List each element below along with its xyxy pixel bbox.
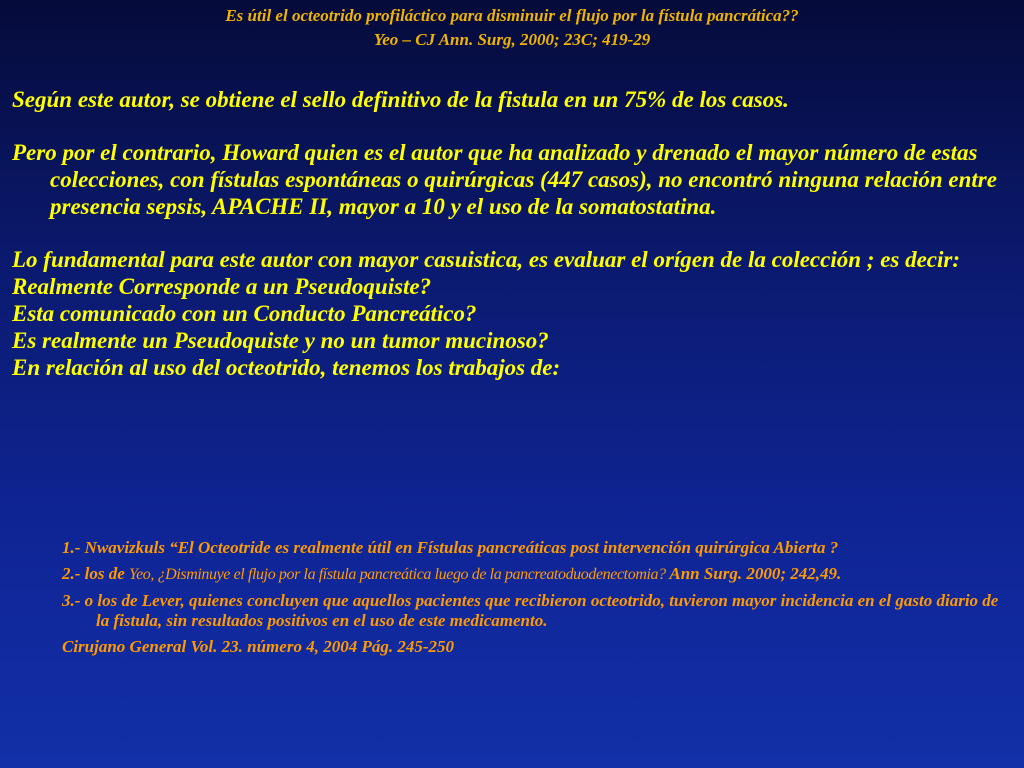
slide-header	[0, 4, 1024, 52]
paragraph-octreotide-works: En relación al uso del octeotrido, tenemos los trabajos de:	[12, 355, 561, 380]
question-duct: Esta comunicado con un Conducto Pancreático?	[12, 301, 477, 326]
header-citation: Yeo – CJ Ann. Surg, 2000; 23C; 419-29	[373, 30, 651, 49]
question-mucinous: Es realmente un Pseudoquiste y no un tumor mucinoso?	[12, 328, 549, 353]
paragraph-fundamental: Lo fundamental para este autor con mayor casuistica, es evaluar el orígen de la colección ; es decir:	[12, 247, 961, 272]
header-question: Es útil el octeotrido profiláctico para disminuir el flujo por la fístula pancrática??	[225, 6, 799, 25]
slide-body	[12, 86, 1012, 381]
reference-2	[62, 564, 1002, 585]
reference-3: 3.- o los de Lever, quienes concluyen que aquellos pacientes que recibieron octeotrido, tuvieron mayor incidencia en el gasto diario de la fistula, sin resultados positivos en el uso de este medicamento.	[62, 591, 999, 630]
reference-2-source: Ann Surg. 2000; 242,49.	[665, 564, 842, 583]
reference-2-prefix: 2.- los de	[62, 564, 130, 583]
reference-4: Cirujano General Vol. 23. número 4, 2004 Pág. 245-250	[62, 637, 454, 656]
question-pseudocyst: Realmente Corresponde a un Pseudoquiste?	[12, 274, 432, 299]
reference-1: 1.- Nwavizkuls “El Octeotride es realmente útil en Fístulas pancreáticas post intervención quirúrgica Abierta ?	[62, 538, 839, 557]
paragraph-seal-rate: Según este autor, se obtiene el sello definitivo de la fistula en un 75% de los casos.	[12, 87, 789, 112]
references-list	[62, 538, 1002, 663]
reference-2-title: Yeo, ¿Disminuye el flujo por la fístula pancreática luego de la pancreatoduodenectomia?	[129, 566, 666, 583]
paragraph-howard: Pero por el contrario, Howard quien es el autor que ha analizado y drenado el mayor número de estas colecciones, con fístulas espontáneas o quirúrgicas (447 casos), no encontró ninguna relación entre presencia sepsis, APACHE II, mayor a 10 y el uso de la somatostatina.	[12, 140, 997, 219]
